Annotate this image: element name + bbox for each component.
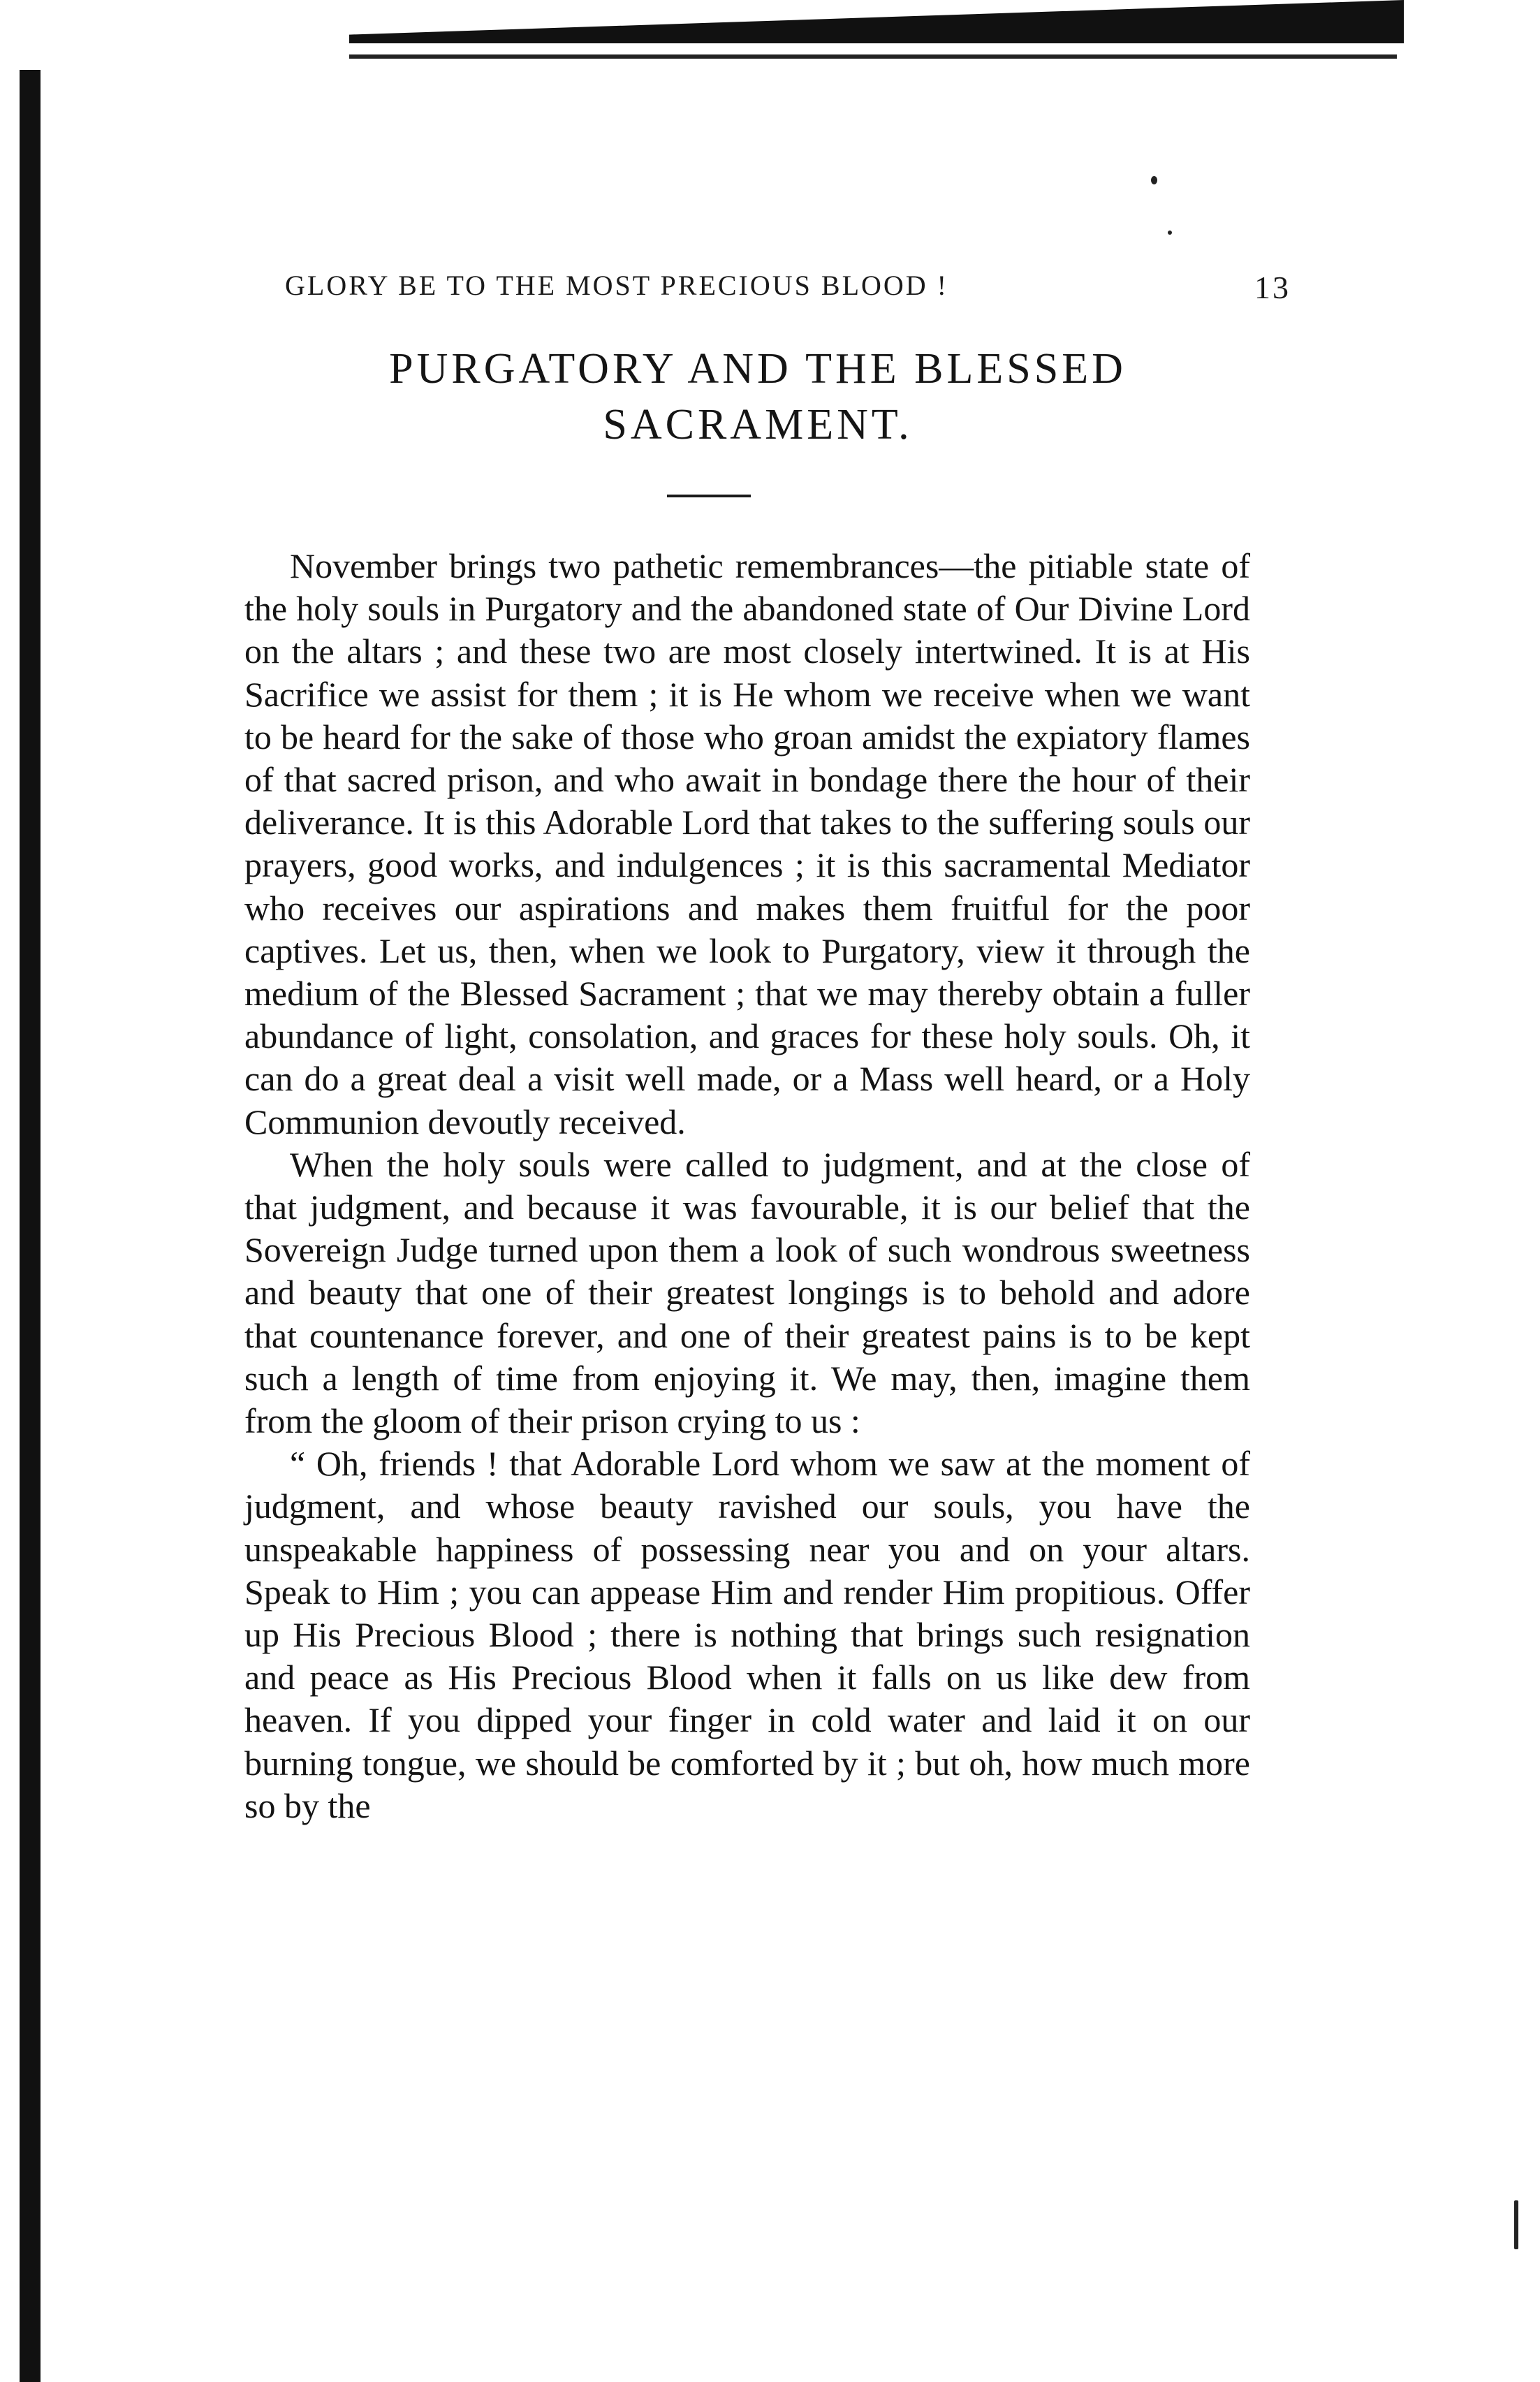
scan-speck	[1514, 2200, 1518, 2249]
paragraph-2: When the holy souls were called to judgment, and at the close of that judgment, and because it was favourable, it is our belief that the Sovereign Judge turned upon them a look of such wondrous sweetness and beauty that one of their greatest longings is to behold and adore that countenance forever, and one of their greatest pains is to be kept such a length of time from enjoying it. We may, then, imagine them from the gloom of their prison crying to us :	[244, 1144, 1250, 1441]
chapter-title	[230, 341, 1285, 453]
scan-speck	[1168, 231, 1172, 235]
paragraph-1: November brings two pathetic remembrances—the pitiable state of the holy souls in Purgatory and the abandoned state of Our Divine Lord on the altars ; and these two are most closely intertwined. It is at His Sacrifice we assist for them ; it is He whom we receive when we want to be heard for the sake of those who groan amidst the expiatory flames of that sacred prison, and who await in bondage there the hour of their deliverance. It is this Adorable Lord that takes to the suffering souls our prayers, good works, and indulgences ; it is this sacramental Mediator who receives our aspirations and makes them fruitful for the poor captives. Let us, then, when we look to Purgatory, view it through the medium of the Blessed Sacrament ; that we may thereby obtain a fuller abundance of light, consolation, and graces for these holy souls. Oh, it can do a great deal a visit well made, or a Mass well heard, or a Holy Communion devoutly received.	[244, 546, 1250, 1141]
body-text	[244, 545, 1250, 1827]
scan-edge-left	[20, 70, 41, 2382]
title-rule	[667, 495, 751, 497]
paragraph-3: “ Oh, friends ! that Adorable Lord whom we saw at the moment of judgment, and whose beauty ravished our souls, you have the unspeakable happiness of possessing near you and on your altars. Speak to Him ; you can appease Him and render Him propitious. Offer up His Precious Blood ; there is nothing that brings such resignation and peace as His Precious Blood when it falls on us like dew from heaven. If you dipped your finger in cold water and laid it on our burning tongue, we should be comforted by it ; but oh, how much more so by the	[244, 1444, 1250, 1825]
running-head-text: GLORY BE TO THE MOST PRECIOUS BLOOD !	[285, 270, 948, 301]
chapter-title-line-1: PURGATORY AND THE BLESSED	[389, 345, 1127, 393]
chapter-title-line-2: SACRAMENT.	[603, 401, 913, 448]
scan-speck	[1151, 176, 1157, 184]
scan-rule-top	[349, 54, 1397, 59]
page-number: 13	[1254, 270, 1291, 305]
scan-edge-top	[349, 0, 1404, 43]
